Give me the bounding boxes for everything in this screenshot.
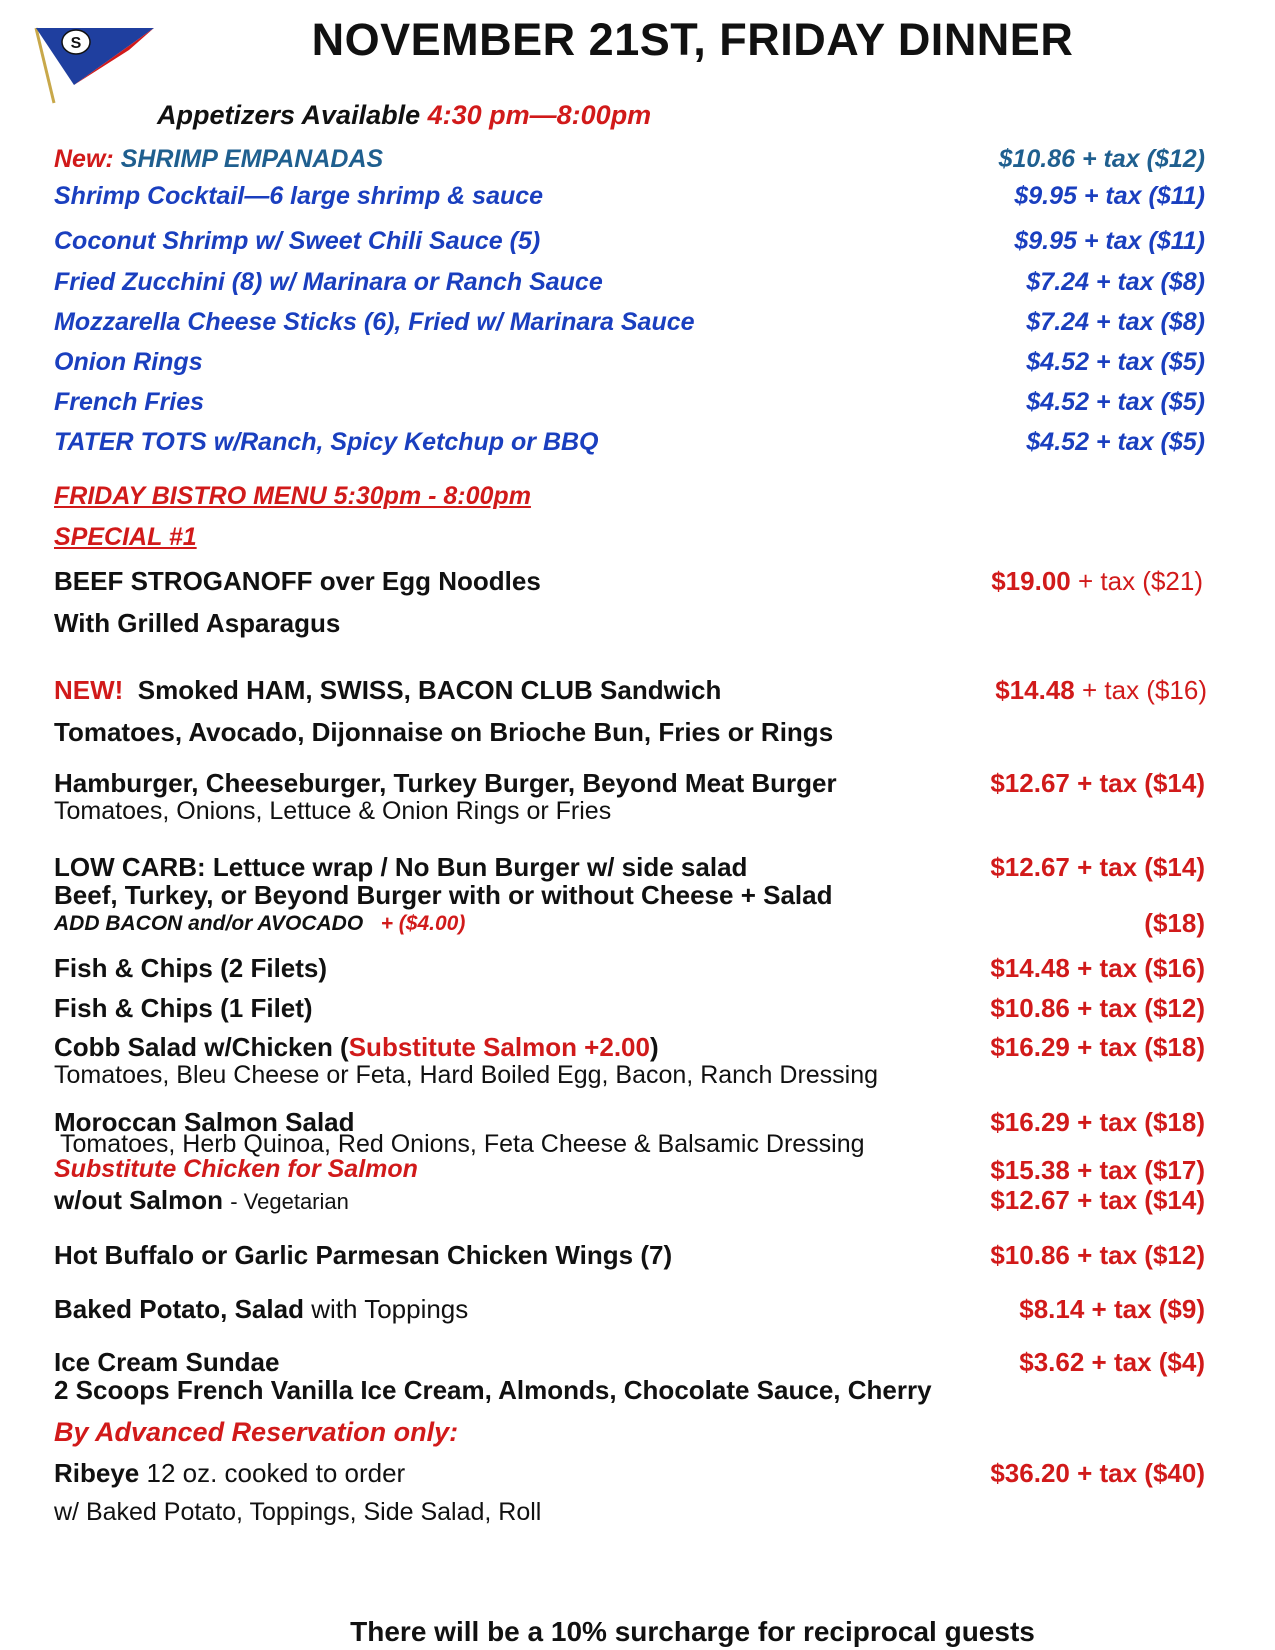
appetizer-price: $9.95 + tax ($11) (1014, 227, 1205, 255)
fish1-price: $10.86 + tax ($12) (990, 993, 1205, 1023)
appetizer-item: Onion Rings (54, 348, 203, 376)
wings-price: $10.86 + tax ($12) (990, 1240, 1205, 1270)
club-name: NEW! Smoked HAM, SWISS, BACON CLUB Sandwich (54, 675, 722, 705)
moroccan-veg-price: $12.67 + tax ($14) (990, 1185, 1205, 1215)
fish2-name: Fish & Chips (2 Filets) (54, 953, 328, 983)
club-price: $14.48 + tax ($16) (995, 675, 1207, 705)
lowcarb-total: ($18) (1144, 908, 1205, 938)
club-desc: Tomatoes, Avocado, Dijonnaise on Brioche Bun, Fries or Rings (54, 717, 834, 747)
appetizer-price: $10.86 + tax ($12) (998, 145, 1205, 173)
burger-price: $12.67 + tax ($14) (990, 768, 1205, 798)
bistro-heading: FRIDAY BISTRO MENU 5:30pm - 8:00pm (54, 482, 531, 510)
reservation-heading: By Advanced Reservation only: (54, 1417, 459, 1447)
sundae-name: Ice Cream Sundae (54, 1347, 280, 1377)
appetizer-item: New: SHRIMP EMPANADAS (54, 145, 384, 173)
cobb-desc: Tomatoes, Bleu Cheese or Feta, Hard Boiled Egg, Bacon, Ranch Dressing (54, 1061, 879, 1089)
special-desc: With Grilled Asparagus (54, 608, 341, 638)
appetizer-item: French Fries (54, 388, 205, 416)
cobb-name: Cobb Salad w/Chicken (Substitute Salmon +2.00) (54, 1032, 659, 1062)
appetizer-item: Coconut Shrimp w/ Sweet Chili Sauce (5) (54, 227, 541, 255)
special-price: $19.00 + tax ($21) (991, 566, 1203, 596)
lowcarb-price: $12.67 + tax ($14) (990, 852, 1205, 882)
moroccan-name: Moroccan Salmon Salad (54, 1107, 355, 1137)
special-label: SPECIAL #1 (54, 523, 197, 551)
burger-desc: Tomatoes, Onions, Lettuce & Onion Rings or Fries (54, 797, 612, 825)
burger-name: Hamburger, Cheeseburger, Turkey Burger, Beyond Meat Burger (54, 768, 837, 798)
potato-name: Baked Potato, Salad with Toppings (54, 1294, 469, 1324)
ribeye-sides: w/ Baked Potato, Toppings, Side Salad, Roll (54, 1498, 542, 1526)
appetizer-price: $4.52 + tax ($5) (1026, 428, 1205, 456)
logo-letter: S (70, 35, 82, 52)
appetizer-price: $4.52 + tax ($5) (1026, 348, 1205, 376)
appetizer-price: $4.52 + tax ($5) (1026, 388, 1205, 416)
appetizers-heading: Appetizers Available 4:30 pm—8:00pm (157, 100, 652, 130)
fish1-name: Fish & Chips (1 Filet) (54, 993, 313, 1023)
moroccan-veg: w/out Salmon - Vegetarian (54, 1185, 349, 1215)
appetizer-item: Mozzarella Cheese Sticks (6), Fried w/ Marinara Sauce (54, 308, 695, 336)
ribeye-name: Ribeye 12 oz. cooked to order (54, 1458, 406, 1488)
moroccan-price: $16.29 + tax ($18) (990, 1107, 1205, 1137)
sundae-price: $3.62 + tax ($4) (1019, 1347, 1205, 1377)
sundae-desc: 2 Scoops French Vanilla Ice Cream, Almonds, Chocolate Sauce, Cherry (54, 1375, 932, 1405)
potato-price: $8.14 + tax ($9) (1019, 1294, 1205, 1324)
appetizer-item: TATER TOTS w/Ranch, Spicy Ketchup or BBQ (54, 428, 599, 456)
fish2-price: $14.48 + tax ($16) (990, 953, 1205, 983)
appetizer-item: Shrimp Cocktail—6 large shrimp & sauce (54, 182, 544, 210)
moroccan-chicken: Substitute Chicken for Salmon (54, 1155, 418, 1183)
appetizer-price: $9.95 + tax ($11) (1014, 182, 1205, 210)
appetizer-price: $7.24 + tax ($8) (1026, 308, 1205, 336)
moroccan-chicken-price: $15.38 + tax ($17) (990, 1155, 1205, 1185)
lowcarb-add: ADD BACON and/or AVOCADO + ($4.00) (54, 912, 466, 935)
surcharge-note: There will be a 10% surcharge for reciprocal guests (350, 1616, 1035, 1647)
appetizer-item: Fried Zucchini (8) w/ Marinara or Ranch Sauce (54, 268, 603, 296)
lowcarb-name: LOW CARB: Lettuce wrap / No Bun Burger w/ side salad (54, 852, 748, 882)
ribeye-price: $36.20 + tax ($40) (990, 1458, 1205, 1488)
cobb-price: $16.29 + tax ($18) (990, 1032, 1205, 1062)
moroccan-desc: Tomatoes, Herb Quinoa, Red Onions, Feta Cheese & Balsamic Dressing (60, 1130, 865, 1158)
special-name: BEEF STROGANOFF over Egg Noodles (54, 566, 541, 596)
lowcarb-desc: Beef, Turkey, or Beyond Burger with or without Cheese + Salad (54, 880, 833, 910)
appetizer-price: $7.24 + tax ($8) (1026, 268, 1205, 296)
wings-name: Hot Buffalo or Garlic Parmesan Chicken Wings (7) (54, 1240, 673, 1270)
page-title: NOVEMBER 21ST, FRIDAY DINNER (311, 14, 1074, 65)
